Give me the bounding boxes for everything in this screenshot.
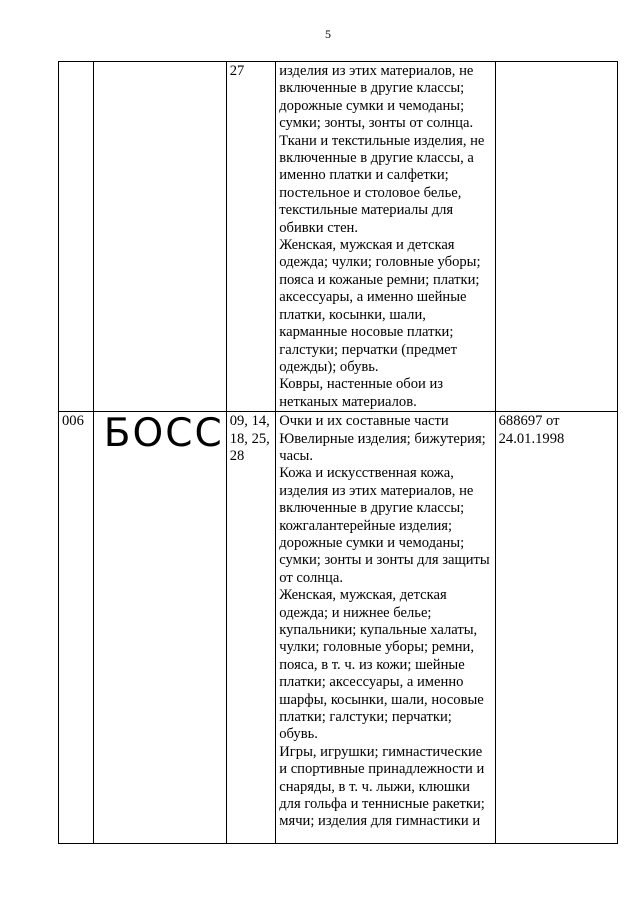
trademark-table bbox=[58, 61, 618, 844]
trademark-cell bbox=[93, 412, 226, 844]
goods-item: Ткани и текстильные изделия, не включенные в другие классы, а именно платки и салфетки; постельное и столовое белье, текстильные материалы для обивки стен. bbox=[279, 132, 485, 236]
classes-cell: 09, 14, 18, 25, 28 bbox=[226, 412, 276, 844]
classes-cell: 27 bbox=[226, 62, 276, 412]
goods-item: Женская, мужская, детская одежда; и нижнее белье; купальники; купальные халаты, чулки; головные уборы; ремни, пояса, в т. ч. из кожи; шейные платки; аксессуары, а именно шарфы, косынки, шали, носовые платки; галстуки; перчатки; обувь. bbox=[279, 587, 484, 743]
goods-item: изделия из этих материалов, не включенные в другие классы; дорожные сумки и чемоданы; сумки; зонты, зонты от солнца. bbox=[279, 63, 474, 132]
goods-item: Женская, мужская и детская одежда; чулки; головные уборы; пояса и кожаные ремни; платки; аксессуары, а именно шейные платки, косынки, шали, карманные носовые платки; галстуки; перчатки (предмет одежды); обувь. bbox=[279, 237, 481, 375]
row-number-cell bbox=[59, 62, 94, 412]
goods-cell bbox=[276, 412, 495, 844]
goods-item: Игры, игрушки; гимнастические и спортивные принадлежности и снаряды, в т. ч. лыжи, клюшки для гольфа и теннисные ракетки; мячи; изделия для гимнастики и bbox=[279, 743, 485, 830]
row-number-cell: 006 bbox=[59, 412, 94, 844]
registration-cell bbox=[495, 62, 617, 412]
page-number: 5 bbox=[325, 27, 331, 41]
goods-item: Очки и их составные части bbox=[279, 413, 449, 430]
goods-item: Ковры, настенные обои из нетканых материалов. bbox=[279, 376, 444, 410]
registration-cell: 688697 от 24.01.1998 bbox=[495, 412, 617, 844]
goods-cell bbox=[276, 62, 495, 412]
table-row bbox=[59, 412, 618, 844]
trademark-text: БОСС bbox=[103, 411, 224, 457]
table-row bbox=[59, 62, 618, 412]
trademark-cell bbox=[93, 62, 226, 412]
goods-item: Ювелирные изделия; бижутерия; часы. bbox=[279, 430, 486, 464]
goods-item: Кожа и искусственная кожа, изделия из этих материалов, не включенные в другие классы; кожгалантерейные изделия; дорожные сумки и чемоданы; сумки; зонты и зонты для защиты от солнца. bbox=[279, 465, 490, 586]
